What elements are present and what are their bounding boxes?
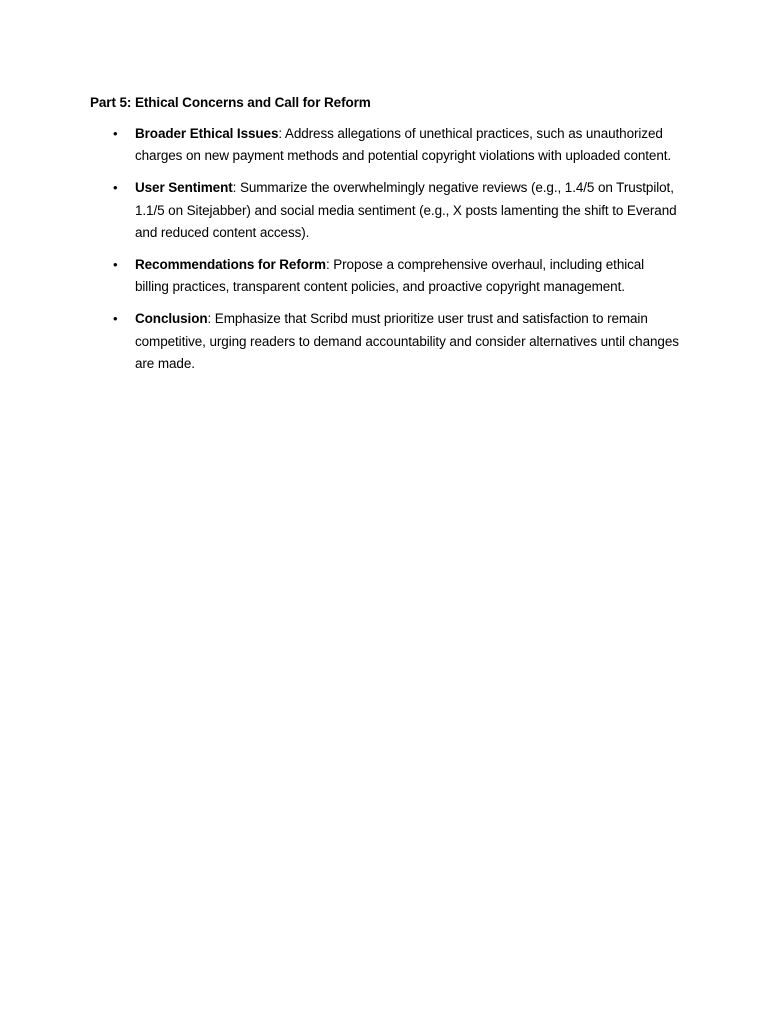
bullet-term: Recommendations for Reform	[135, 257, 326, 273]
bullet-text: : Emphasize that Scribd must prioritize user trust and satisfaction to remain competitive, urging readers to demand accountability and consider alternatives until changes are made.	[135, 311, 679, 371]
bullet-text: : Address allegations of unethical practices, such as unauthorized charges on new payment methods and potential copyright violations with uploaded content.	[135, 126, 672, 164]
bullet-icon: •	[113, 257, 118, 273]
bullet-term: Conclusion	[135, 311, 208, 327]
bullet-item-user-sentiment	[90, 177, 680, 244]
bullet-item-broader-ethical-issues	[90, 123, 680, 167]
bullet-icon: •	[113, 311, 118, 327]
bullet-term: Broader Ethical Issues	[135, 126, 279, 141]
bullet-item-conclusion	[90, 308, 680, 375]
bullet-text: : Propose a comprehensive overhaul, including ethical billing practices, transparent content policies, and proactive copyright management.	[135, 257, 645, 295]
document-content	[90, 93, 680, 385]
section-heading: Part 5: Ethical Concerns and Call for Reform	[90, 95, 371, 110]
bullet-icon: •	[113, 180, 118, 196]
bullet-text: : Summarize the overwhelmingly negative reviews (e.g., 1.4/5 on Trustpilot, 1.1/5 on Sitejabber) and social media sentiment (e.g., X posts lamenting the shift to Everand and reduced content access).	[135, 180, 677, 240]
bullet-term: User Sentiment	[135, 180, 233, 196]
bullet-list	[90, 123, 680, 375]
bullet-icon: •	[113, 126, 118, 141]
bullet-item-recommendations-for-reform	[90, 254, 680, 298]
